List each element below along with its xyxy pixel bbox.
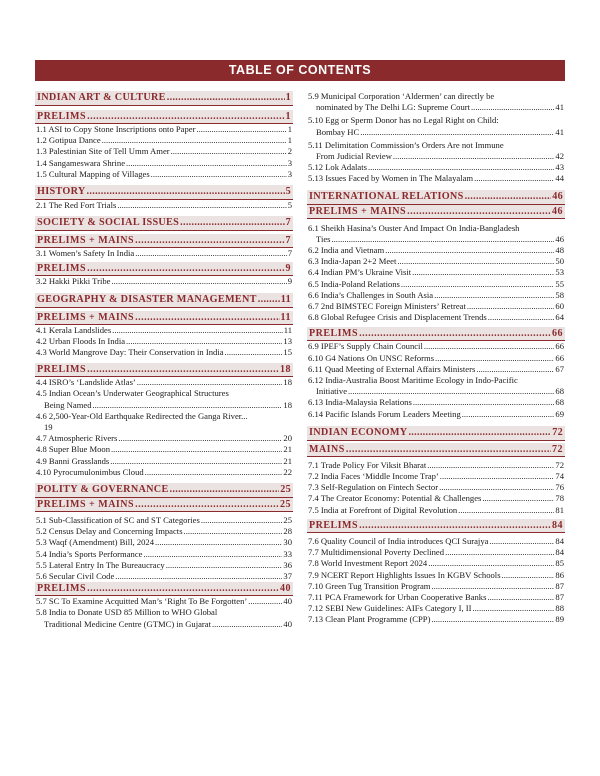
toc-entry[interactable] — [307, 397, 565, 408]
toc-entry[interactable] — [307, 460, 565, 471]
entry-title: 6.9 IPEF’s Supply Chain Council — [308, 341, 423, 352]
entry-title: 6.8 Global Refugee Crisis and Displacement Trends — [308, 312, 487, 323]
entry-page: 48 — [555, 245, 564, 256]
entry-page: 53 — [555, 267, 564, 278]
toc-entry[interactable] — [307, 162, 565, 173]
entry-page: 15 — [283, 347, 292, 358]
entry-page: 64 — [555, 312, 564, 323]
entry-page: 67 — [555, 363, 564, 374]
section-art-culture[interactable]: INDIAN ART & CULTURE ..... 1 — [35, 91, 293, 106]
list-society-1 — [35, 248, 293, 259]
toc-entry[interactable] — [307, 341, 565, 352]
toc-entry[interactable] — [307, 173, 565, 184]
toc-entry[interactable]: 4.4 ISRO’s ‘Landslide Atlas’ ..... 18 — [35, 377, 293, 388]
entry-page: 44 — [555, 173, 564, 184]
toc-right-column — [307, 91, 565, 626]
toc-entry[interactable]: 5.9 Municipal Corporation ‘Aldermen’ can directly be nominated by The Delhi LG: Supreme Court ..... 41 — [307, 91, 565, 113]
toc-entry[interactable] — [307, 603, 565, 614]
entry-page: 1 — [287, 124, 292, 134]
entry-page: 89 — [555, 614, 564, 625]
entry-page: 30 — [283, 537, 292, 548]
toc-entry[interactable] — [307, 570, 565, 581]
toc-entry[interactable] — [35, 336, 293, 347]
toc-entry[interactable] — [35, 444, 293, 455]
entry-title: 7.1 Trade Policy For Viksit Bharat — [308, 459, 427, 470]
section-indian-economy[interactable]: INDIAN ECONOMY ..... 72 — [307, 426, 565, 441]
entry-title: 4.2 Urban Floods In India — [36, 335, 126, 346]
entry-title: 6.5 India-Poland Relations — [308, 278, 400, 289]
subsection-prelims-mains[interactable]: PRELIMS + MAINS ..... 25 — [35, 498, 293, 512]
entry-page: 2 — [287, 146, 292, 157]
toc-entry[interactable] — [307, 256, 565, 267]
section-society[interactable]: SOCIETY & SOCIAL ISSUES ..... 7 — [35, 216, 293, 231]
entry-title: 5.3 Waqf (Amendment) Bill, 2024 — [36, 537, 155, 548]
list-geo-1 — [35, 325, 293, 359]
entry-page: 69 — [555, 408, 564, 419]
list-ir-2 — [307, 341, 565, 375]
subsection-prelims[interactable]: PRELIMS ..... 84 — [307, 519, 565, 533]
toc-entry[interactable] — [35, 158, 293, 169]
entry-page: 87 — [555, 580, 564, 591]
entry-page: 78 — [555, 493, 564, 504]
section-geography[interactable]: GEOGRAPHY & DISASTER MANAGEMENT ..... 11 — [35, 293, 293, 308]
entry-page: 76 — [555, 482, 564, 493]
toc-entry[interactable] — [35, 571, 293, 582]
list-society-2 — [35, 276, 293, 287]
entry-page: 3 — [287, 168, 292, 179]
toc-entry[interactable]: 4.6 2,500-Year-Old Earthquake Redirected the Ganga River... 19 — [36, 410, 248, 433]
entry-title: 6.11 Quad Meeting of External Affairs Ministers — [308, 363, 476, 374]
subsection-prelims-mains[interactable]: PRELIMS + MAINS ..... 46 — [307, 205, 565, 219]
entry-title: 7.7 Multidimensional Poverty Declined — [308, 547, 445, 558]
entry-page: 85 — [555, 558, 564, 569]
toc-entry[interactable] — [35, 537, 293, 548]
entry-title: 7.10 Green Tug Transition Program — [308, 580, 431, 591]
entry-title: 6.6 India’s Challenges in South Asia — [308, 289, 434, 300]
entry-title: 7.6 Quality Council of India introduces QCI Surajya — [308, 535, 489, 546]
entry-title: 1.4 Sangameswara Shrine — [36, 157, 126, 168]
toc-entry[interactable] — [35, 169, 293, 180]
entry-title: 6.14 Pacific Islands Forum Leaders Meeting — [308, 408, 461, 419]
toc-entry[interactable]: 5.8 India to Donate USD 85 Million to WHO Global Traditional Medicine Centre (GTMC) in Gujarat ..... 40 — [35, 607, 293, 629]
subsection-prelims-mains[interactable]: PRELIMS + MAINS ..... 7 — [35, 234, 293, 248]
list-econ-2 — [307, 536, 565, 626]
subsection-prelims[interactable]: PRELIMS ..... 66 — [307, 327, 565, 341]
entry-page: 9 — [287, 276, 292, 287]
toc-entry[interactable] — [35, 549, 293, 560]
entry-page: 43 — [555, 162, 564, 173]
subsection-prelims-mains[interactable]: PRELIMS + MAINS ..... 11 — [35, 311, 293, 325]
entry-page: 66 — [555, 341, 564, 352]
entry-page: 86 — [555, 569, 564, 580]
entry-page: 58 — [555, 289, 564, 300]
entry-page: 21 — [283, 444, 292, 455]
entry-title: 6.2 India and Vietnam — [308, 245, 385, 256]
entry-title: 7.8 World Investment Report 2024 — [308, 558, 428, 569]
entry-title: 4.7 Atmospheric Rivers — [36, 433, 118, 444]
entry-page: 25 — [283, 515, 292, 526]
entry-page: 55 — [555, 278, 564, 289]
entry-page: 33 — [283, 548, 292, 559]
entry-title: 5.4 India’s Sports Performance — [36, 548, 143, 559]
entry-title: 4.10 Pyrocumulonimbus Cloud — [36, 466, 144, 477]
toc-entry[interactable] — [307, 353, 565, 364]
toc-entry[interactable] — [35, 146, 293, 157]
entry-title: 7.11 PCA Framework for Urban Cooperative Banks — [308, 591, 487, 602]
toc-entry[interactable]: 5.10 Egg or Sperm Donor has no Legal Right on Child: Bombay HC ..... 41 — [307, 115, 565, 137]
list-ir-3 — [307, 397, 565, 419]
entry-page: 13 — [283, 335, 292, 346]
list-polity-cont — [307, 162, 565, 184]
subsection-prelims[interactable]: PRELIMS ..... 1 — [35, 110, 293, 124]
entry-title: 6.13 India-Malaysia Relations — [308, 397, 412, 408]
entry-title: 1.5 Cultural Mapping of Villages — [36, 168, 150, 179]
list-polity-1 — [35, 515, 293, 582]
toc-entry[interactable] — [35, 124, 293, 135]
entry-page: 68 — [555, 397, 564, 408]
entry-page: 36 — [283, 559, 292, 570]
entry-title: 7.12 SEBI New Guidelines: AIFs Category I, II — [308, 603, 472, 614]
entry-page: 28 — [283, 526, 292, 537]
toc-entry[interactable] — [307, 547, 565, 558]
toc-entry[interactable] — [307, 409, 565, 420]
toc-entry[interactable] — [35, 560, 293, 571]
toc-entry[interactable] — [307, 558, 565, 569]
entry-title: 7.5 India at Forefront of Digital Revolution — [308, 504, 458, 515]
entry-page: 3 — [287, 157, 292, 168]
entry-title: 6.4 Indian PM’s Ukraine Visit — [308, 267, 412, 278]
entry-page: 72 — [555, 459, 564, 470]
entry-title: 7.13 Clean Plant Programme (CPP) — [308, 614, 431, 625]
entry-page: 7 — [287, 248, 292, 259]
entry-title: 1.1 ASI to Copy Stone Inscriptions onto Paper — [36, 124, 196, 134]
toc-entry[interactable] — [307, 267, 565, 278]
entry-title: 2.1 The Red Fort Trials — [36, 200, 117, 211]
list-ir-1 — [307, 245, 565, 323]
page-title: TABLE OF CONTENTS — [35, 60, 565, 81]
toc-entry[interactable] — [307, 482, 565, 493]
toc-entry[interactable] — [307, 493, 565, 504]
list-art — [35, 124, 293, 180]
toc-entry[interactable] — [35, 325, 293, 336]
entry-title: 5.6 Secular Civil Code — [36, 571, 115, 582]
toc-left-column — [35, 91, 293, 630]
toc-entry[interactable] — [35, 433, 293, 444]
entry-title: 3.2 Hakki Pikki Tribe — [36, 276, 111, 287]
entry-page: 88 — [555, 603, 564, 614]
toc-entry[interactable] — [307, 301, 565, 312]
entry-page: 84 — [555, 535, 564, 546]
toc-entry[interactable] — [307, 592, 565, 603]
entry-title: 5.5 Lateral Entry In The Bureaucracy — [36, 559, 165, 570]
subsection-prelims[interactable]: PRELIMS ..... 18 — [35, 363, 293, 377]
entry-title: 6.3 India-Japan 2+2 Meet — [308, 256, 397, 267]
entry-page: 87 — [555, 591, 564, 602]
toc-entry[interactable]: 5.7 SC To Examine Acquitted Man’s ‘Right To Be Forgotten’ ..... 40 — [35, 596, 293, 607]
toc-entry[interactable] — [35, 515, 293, 526]
entry-page: 84 — [555, 547, 564, 558]
entry-page: 11 — [283, 324, 292, 335]
toc-entry[interactable] — [307, 581, 565, 592]
toc-entry[interactable] — [35, 347, 293, 358]
entry-page: 66 — [555, 352, 564, 363]
entry-page: 20 — [283, 433, 292, 444]
entry-page: 60 — [555, 301, 564, 312]
entry-title: 7.2 India Faces ‘Middle Income Trap’ — [308, 471, 439, 482]
entry-title: 4.9 Banni Grasslands — [36, 455, 110, 466]
entry-title: 6.7 2nd BIMSTEC Foreign Ministers’ Retreat — [308, 301, 466, 312]
toc-entry[interactable] — [307, 290, 565, 301]
entry-page: 1 — [287, 135, 292, 146]
toc-entry[interactable] — [307, 245, 565, 256]
toc-entry[interactable]: 4.5 Indian Ocean’s Underwater Geographical Structures Being Named ..... 18 — [35, 388, 293, 410]
entry-title: 5.1 Sub-Classification of SC and ST Categories — [36, 515, 200, 526]
subsection-prelims[interactable]: PRELIMS ..... 40 — [35, 582, 293, 596]
entry-title: 5.2 Census Delay and Concerning Impacts — [36, 526, 183, 537]
toc-entry[interactable]: 5.11 Delimitation Commission’s Orders Are not Immune From Judicial Review ..... 42 — [307, 140, 565, 162]
toc-entry[interactable] — [35, 456, 293, 467]
entry-title: 1.3 Palestinian Site of Tell Umm Amer — [36, 146, 170, 157]
section-history[interactable]: HISTORY ..... 5 — [35, 185, 293, 200]
toc-entry[interactable] — [35, 200, 293, 211]
entry-title: 5.13 Issues Faced by Women in The Malayalam — [308, 173, 474, 184]
list-history — [35, 200, 293, 211]
entry-title: 3.1 Women’s Safety In India — [36, 248, 135, 259]
entry-title: 4.8 Super Blue Moon — [36, 444, 110, 455]
toc-entry[interactable] — [35, 526, 293, 537]
toc-entry[interactable] — [35, 467, 293, 478]
entry-page: 81 — [555, 504, 564, 515]
entry-title: 6.10 G4 Nations On UNSC Reforms — [308, 352, 435, 363]
entry-title: 1.2 Gotipua Dance — [36, 135, 101, 146]
list-econ-1 — [307, 460, 565, 516]
toc-entry[interactable] — [307, 312, 565, 323]
entry-page: 21 — [283, 455, 292, 466]
toc-entry[interactable] — [35, 276, 293, 287]
entry-title: 7.3 Self-Regulation on Fintech Sector — [308, 482, 439, 493]
entry-page: 5 — [287, 200, 292, 211]
entry-title: 7.9 NCERT Report Highlights Issues In KGBV Schools — [308, 569, 501, 580]
subsection-prelims[interactable]: PRELIMS ..... 9 — [35, 262, 293, 276]
toc-entry[interactable] — [307, 614, 565, 625]
toc-entry[interactable] — [307, 505, 565, 516]
toc-entry[interactable] — [35, 135, 293, 146]
section-international-relations[interactable]: INTERNATIONAL RELATIONS ..... 46 — [307, 190, 565, 205]
list-geo-2 — [35, 433, 293, 478]
entry-page: 22 — [283, 466, 292, 477]
toc-entry[interactable] — [35, 248, 293, 259]
entry-title: 5.12 Lok Adalats — [308, 162, 367, 173]
toc-entry[interactable] — [307, 279, 565, 290]
toc-entry[interactable] — [307, 364, 565, 375]
entry-page: 50 — [555, 256, 564, 267]
section-polity[interactable]: POLITY & GOVERNANCE ..... 25 — [35, 483, 293, 498]
entry-page: 74 — [555, 471, 564, 482]
entry-page: 37 — [283, 571, 292, 582]
toc-entry[interactable] — [307, 536, 565, 547]
toc-entry[interactable]: 6.1 Sheikh Hasina’s Ouster And Impact On India-Bangladesh Ties ..... 46 — [307, 223, 565, 245]
toc-entry[interactable] — [307, 471, 565, 482]
entry-title: 4.1 Kerala Landslides — [36, 324, 112, 335]
entry-title: 7.4 The Creator Economy: Potential & Challenges — [308, 493, 482, 504]
toc-entry[interactable]: 6.12 India-Australia Boost Maritime Ecology in Indo-Pacific Initiative ..... 68 — [307, 375, 565, 397]
subsection-mains[interactable]: MAINS ..... 72 — [307, 443, 565, 457]
entry-title: 4.3 World Mangrove Day: Their Conservation in India — [36, 347, 224, 358]
